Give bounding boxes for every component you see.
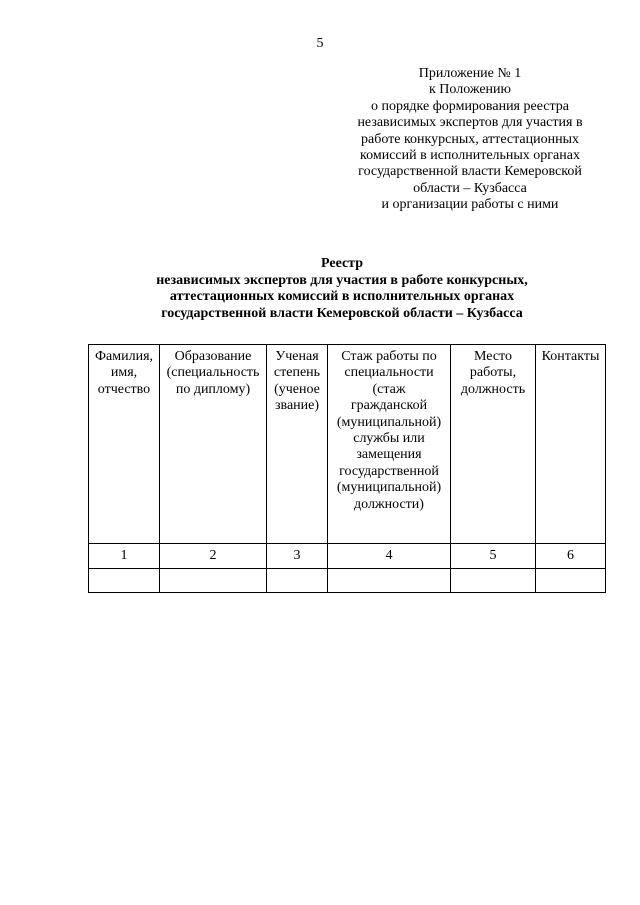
appendix-line: государственной власти Кемеровской <box>358 164 582 180</box>
appendix-block <box>320 66 620 214</box>
appendix-line: комиссий в исполнительных органах <box>360 148 580 164</box>
appendix-line: работе конкурсных, аттестационных <box>360 131 580 147</box>
empty-cell <box>328 569 451 593</box>
appendix-line: независимых экспертов для участия в <box>357 115 583 131</box>
header-contacts: Контакты <box>536 345 606 544</box>
column-number: 3 <box>267 544 328 569</box>
header-workplace-position: Место работы, должность <box>451 345 536 544</box>
header-work-experience: Стаж работы по специальности (стаж гражданской (муниципальной) службы или замещения государственной (муниципальной) должности) <box>328 345 451 544</box>
appendix-line: к Положению <box>428 82 511 98</box>
header-academic-degree: Ученая степень (ученое звание) <box>267 345 328 544</box>
empty-cell <box>89 569 160 593</box>
table-header-row <box>89 345 606 544</box>
appendix-line: области – Кузбасса <box>413 180 527 196</box>
column-number: 2 <box>160 544 267 569</box>
empty-cell <box>160 569 267 593</box>
appendix-line: Приложение № 1 <box>418 66 522 81</box>
document-title <box>80 256 604 322</box>
title-line: аттестационных комиссий в исполнительных органах <box>169 289 515 304</box>
empty-cell <box>267 569 328 593</box>
title-line: независимых экспертов для участия в работе конкурсных, <box>156 272 528 288</box>
empty-cell <box>536 569 606 593</box>
column-number: 4 <box>328 544 451 569</box>
column-number: 1 <box>89 544 160 569</box>
title-line: государственной власти Кемеровской области – Кузбасса <box>161 305 523 321</box>
title-line: Реестр <box>320 256 363 271</box>
page-number: 5 <box>316 36 324 51</box>
appendix-line: о порядке формирования реестра <box>371 98 569 114</box>
column-number-row <box>89 544 606 569</box>
header-full-name: Фамилия, имя, отчество <box>89 345 160 544</box>
empty-cell <box>451 569 536 593</box>
column-number: 5 <box>451 544 536 569</box>
appendix-line: и организации работы с ними <box>381 197 559 213</box>
registry-table <box>88 344 606 593</box>
header-education: Образование (специальность по диплому) <box>160 345 267 544</box>
empty-data-row <box>89 569 606 593</box>
column-number: 6 <box>536 544 606 569</box>
